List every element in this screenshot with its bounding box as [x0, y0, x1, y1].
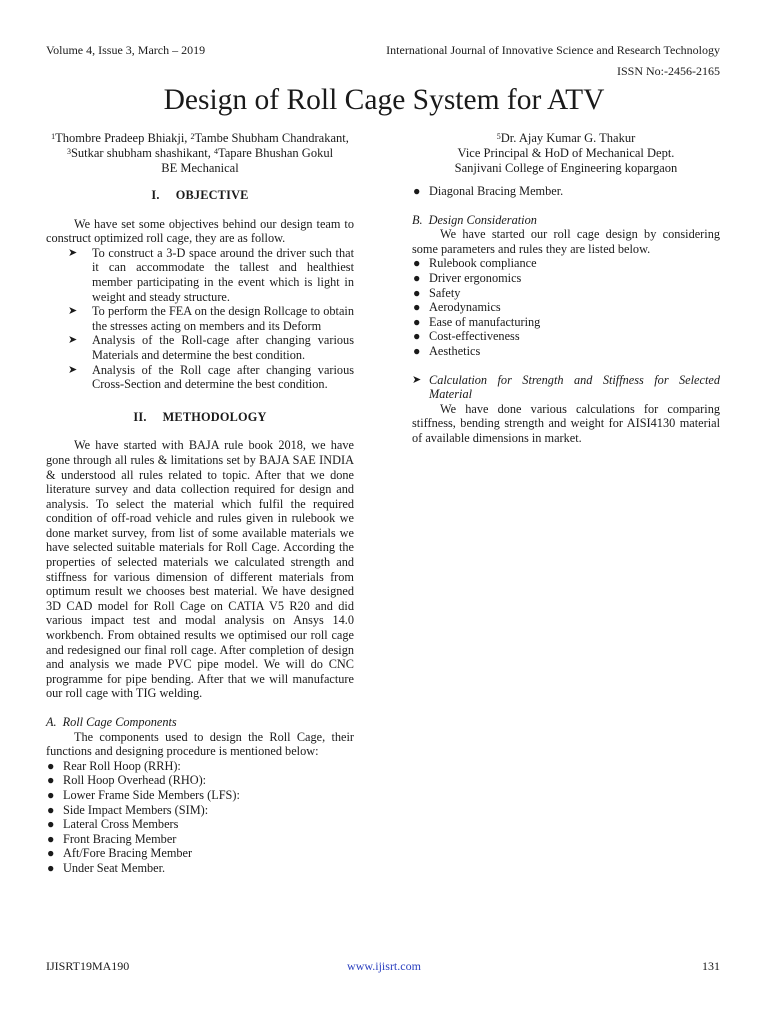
paper-code: IJISRT19MA190: [46, 959, 130, 973]
footer-url-wrap: [0, 959, 768, 974]
list-item: [46, 759, 354, 774]
bullet-icon: ●: [413, 329, 421, 344]
volume-info: Volume 4, Issue 3, March – 2019: [46, 43, 206, 57]
author-institution: Sanjivani College of Engineering kopargaon: [454, 161, 678, 175]
list-item-text: Lateral Cross Members: [63, 817, 179, 832]
list-item: [412, 329, 720, 344]
list-item-text: Rear Roll Hoop (RRH):: [63, 758, 181, 773]
list-item: [46, 773, 354, 788]
list-item-text: Ease of manufacturing: [429, 314, 541, 329]
list-item-text: Lower Frame Side Members (LFS):: [63, 787, 240, 802]
list-item-text: Analysis of the Roll-cage after changing various Materials and determine the best condition.: [92, 333, 354, 362]
author-name: Thombre Pradeep Bhiakji,: [55, 131, 191, 145]
methodology-body: We have started with BAJA rule book 2018, we have gone through all rules & limitations set by BAJA SAE INDIA & understood all rules related to topic. After that we done literature survey and data collection required for design and analysis. To select the material which fulfil the required condition of off-road vehicle and rules given in rulebook we done market survey, from list of some available materials we have selected suitable materials for Roll Cage. According the properties of selected materials we calculated strength and stiffness for various dimension of different materials from optimum result we chooses best material. We have designed 3D CAD model for Roll Cage on CATIA V5 R20 and did various impact test and modal analysis on Ansys 14.0 workbench. From obtained results we optimised our roll cage and redesigned our final roll cage. After completion of design and analysis we made PVC pipe model. We will do CNC programme for pipe bending. After that we will manufacture our roll cage with TIG welding.: [46, 438, 354, 701]
subsection-title: Roll Cage Components: [62, 715, 177, 729]
list-item-text: Under Seat Member.: [63, 860, 166, 875]
components-intro: The components used to design the Roll Cage, their functions and designing procedure is mentioned below:: [46, 729, 354, 759]
list-item: [412, 344, 720, 359]
list-item: [412, 271, 720, 286]
list-item-text: Front Bracing Member: [63, 831, 177, 846]
list-item: [46, 788, 354, 803]
author-sup: 5: [496, 132, 501, 141]
arrow-bullet-icon: ➤: [68, 246, 78, 259]
list-item-text: Safety: [429, 285, 461, 300]
author-sup: 1: [51, 132, 56, 141]
bullet-icon: ●: [47, 817, 55, 832]
journal-link[interactable]: www.ijisrt.com: [347, 959, 421, 973]
components-list: [46, 759, 354, 876]
subsection-number: A.: [46, 715, 57, 729]
author-sup: 2: [190, 132, 195, 141]
authors-left: [46, 131, 354, 176]
page-number: 131: [702, 959, 720, 973]
bullet-icon: ●: [47, 846, 55, 861]
list-item-text: Aft/Fore Bracing Member: [63, 846, 193, 861]
arrow-bullet-icon: ➤: [412, 373, 422, 386]
arrow-bullet-icon: ➤: [68, 305, 78, 318]
left-column: [46, 184, 354, 876]
author-line-1: [46, 131, 354, 146]
list-item: [412, 300, 720, 315]
design-intro: We have started our roll cage design by considering some parameters and rules they are listed below.: [412, 227, 720, 256]
bullet-icon: ●: [413, 256, 421, 271]
section-number: II.: [133, 409, 147, 424]
list-item: [46, 861, 354, 876]
journal-name: International Journal of Innovative Science and Research Technology: [386, 43, 720, 57]
list-item: [412, 184, 720, 199]
bullet-icon: ●: [47, 860, 55, 875]
bullet-icon: ●: [413, 285, 421, 300]
list-item: [46, 246, 354, 304]
authors-right: [412, 131, 720, 176]
arrow-bullet-icon: ➤: [68, 363, 78, 376]
bullet-icon: ●: [47, 831, 55, 846]
list-item-text: Cost-effectiveness: [429, 329, 520, 344]
author-name: Tambe Shubham Chandrakant,: [194, 131, 349, 145]
author-sup: 3: [66, 147, 71, 156]
author-name: Sutkar shubham shashikant,: [70, 146, 214, 160]
calculation-body: We have done various calculations for comparing stiffness, bending strength and weight for AISI4130 material of available dimensions in market.: [412, 401, 720, 445]
list-item-text: Side Impact Members (SIM):: [63, 802, 209, 817]
paper-title: Design of Roll Cage System for ATV: [163, 84, 605, 116]
bullet-icon: ●: [47, 773, 55, 788]
author-line-2: [46, 146, 354, 161]
list-item-text: Roll Hoop Overhead (RHO):: [63, 773, 207, 788]
list-item-text: Driver ergonomics: [429, 270, 522, 285]
list-item: [412, 256, 720, 271]
section-heading-methodology: [46, 410, 354, 425]
list-item-text: Aesthetics: [429, 343, 481, 358]
bullet-icon: ●: [413, 184, 421, 198]
arrow-bullet-icon: ➤: [68, 334, 78, 347]
subsection-heading-components: [46, 715, 354, 730]
section-heading-objective: [46, 188, 354, 203]
list-item: [46, 333, 354, 362]
list-item-text: To perform the FEA on the design Rollcage to obtain the stresses acting on members and its Deform: [92, 304, 354, 333]
bullet-icon: ●: [413, 343, 421, 358]
bullet-icon: ●: [413, 300, 421, 315]
issn: ISSN No:-2456-2165: [616, 64, 720, 78]
section-title: METHODOLOGY: [162, 409, 267, 424]
components-list-continued: [412, 184, 720, 199]
objective-intro: We have set some objectives behind our design team to construct optimized roll cage, they are as follow.: [46, 216, 354, 246]
calculation-title: Calculation for Strength and Stiffness for Selected Material: [429, 372, 720, 402]
list-item: [46, 803, 354, 818]
bullet-icon: ●: [413, 314, 421, 329]
bullet-icon: ●: [47, 787, 55, 802]
list-item-text: To construct a 3-D space around the driver such that it can accommodate the tallest and healthiest member participating in the event which is light in weight and steady structure.: [92, 245, 354, 304]
list-item: [46, 817, 354, 832]
list-item: [412, 315, 720, 330]
author-affiliation: BE Mechanical: [161, 161, 239, 175]
list-item: [46, 846, 354, 861]
subsection-title: Design Consideration: [428, 212, 537, 227]
author-sup: 4: [213, 147, 218, 156]
list-item: [412, 286, 720, 301]
author-name: Tapare Bhushan Gokul: [217, 146, 334, 160]
author-line-5: [412, 131, 720, 146]
section-number: I.: [151, 188, 160, 202]
list-item-text: Aerodynamics: [429, 300, 501, 315]
author-name: Dr. Ajay Kumar G. Thakur: [500, 131, 636, 145]
list-item: [46, 832, 354, 847]
bullet-icon: ●: [47, 758, 55, 773]
list-item-text: Rulebook compliance: [429, 256, 537, 271]
bullet-icon: ●: [47, 802, 55, 817]
design-list: [412, 256, 720, 358]
list-item: [46, 363, 354, 392]
subsection-heading-design: [412, 213, 720, 228]
list-item: [46, 304, 354, 333]
subsection-number: B.: [412, 212, 423, 227]
list-item-text: Analysis of the Roll cage after changing various Cross-Section and determine the best condition.: [92, 362, 354, 392]
author-position: Vice Principal & HoD of Mechanical Dept.: [457, 146, 675, 160]
list-item-text: Diagonal Bracing Member.: [429, 184, 564, 198]
bullet-icon: ●: [413, 270, 421, 285]
objective-list: [46, 246, 354, 392]
calculation-heading: [412, 373, 720, 402]
section-title: OBJECTIVE: [175, 188, 249, 202]
right-column: [412, 184, 720, 446]
